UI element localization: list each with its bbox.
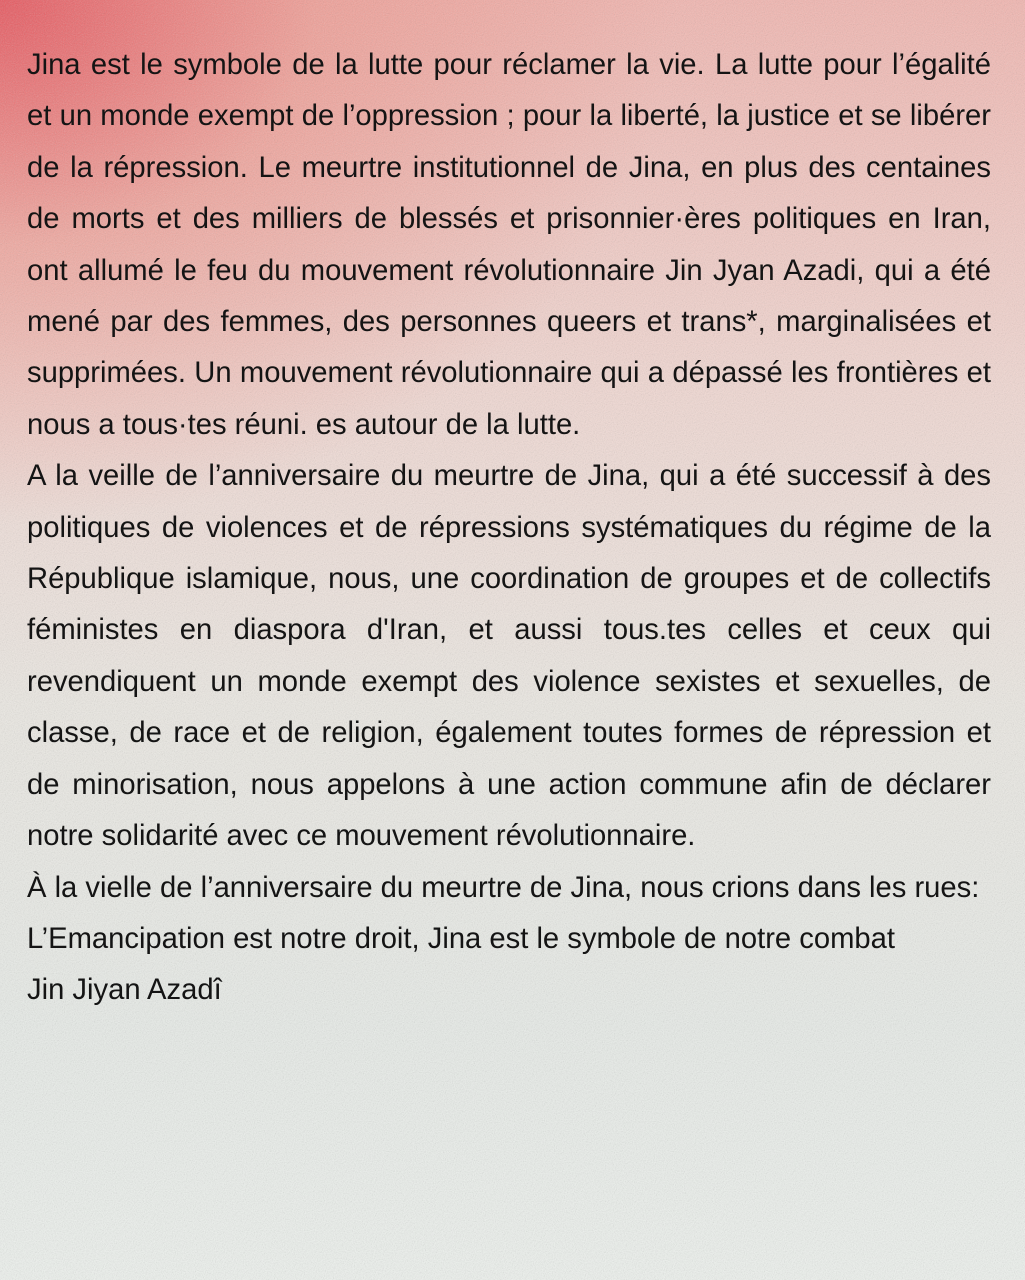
paragraph-slogan: L’Emancipation est notre droit, Jina est le symbole de notre combat bbox=[27, 922, 895, 955]
paragraph-motto: Jin Jiyan Azadî bbox=[27, 974, 222, 1007]
paragraph-intro: Jina est le symbole de la lutte pour réclamer la vie. La lutte pour l’égalité et un monde exempt de l’oppression ; pour la liberté, la justice et se libérer de la répression. Le meurtre institutionnel de Jina, en plus des centaines de morts et des milliers de blessés et prisonnier·ères politiques en Iran, ont allumé le feu du mouvement révolutionnaire Jin Jyan Azadi, qui a été mené par des femmes, des personnes queers et trans*, marginalisées et supprimées. Un mouvement révolutionnaire qui a dépassé les frontières et nous a tous·tes réuni. es autour de la lutte. bbox=[27, 49, 991, 441]
document-body bbox=[27, 40, 991, 1017]
paragraph-streets: À la vielle de l’anniversaire du meurtre de Jina, nous crions dans les rues: bbox=[27, 871, 980, 904]
paragraph-call-to-action: A la veille de l’anniversaire du meurtre de Jina, qui a été successif à des politiques de violences et de répressions systématiques du régime de la République islamique, nous, une coordination de groupes et de collectifs féministes en diaspora d'Iran, et aussi tous.tes celles et ceux qui revendiquent un monde exempt des violence sexistes et sexuelles, de classe, de race et de religion, également toutes formes de répression et de minorisation, nous appelons à une action commune afin de déclarer notre solidarité avec ce mouvement révolutionnaire. bbox=[27, 460, 991, 853]
